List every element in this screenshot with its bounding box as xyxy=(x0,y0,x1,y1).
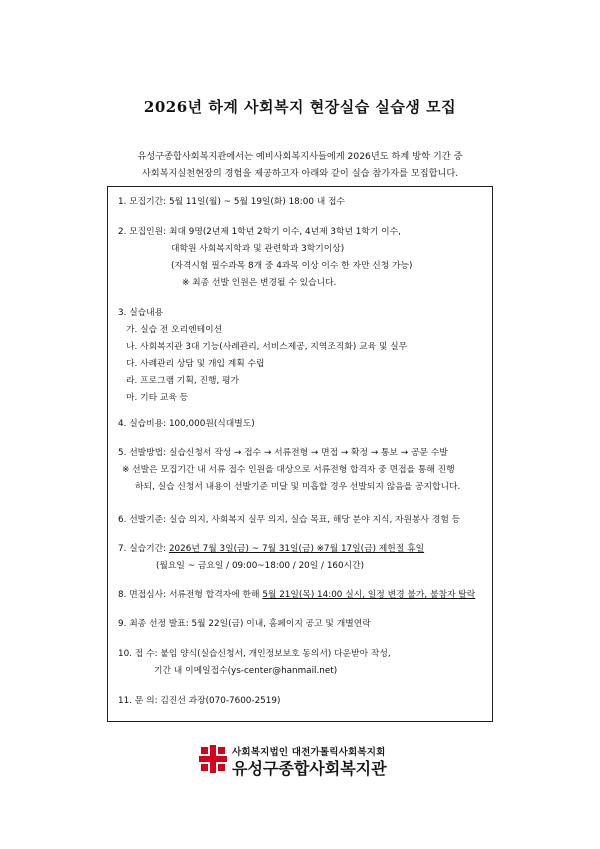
selection-method-note: ※ 선발은 모집기간 내 서류 접수 인원을 대상으로 서류전형 합격자 중 면접을 통해 진행 xyxy=(122,465,455,475)
practice-period-label: 7. 실습기간: xyxy=(118,544,169,554)
practice-content-item: 라. 프로그램 기획, 진행, 평가 xyxy=(126,376,240,386)
practice-content-item: 나. 사회복지관 3대 기능(사례관리, 서비스제공, 지역조직화) 교육 및 실무 xyxy=(126,342,408,352)
application-method: 10. 접 수: 붙임 양식(실습신청서, 개인정보보호 동의서) 다운받아 작성, xyxy=(118,649,391,659)
practice-period xyxy=(118,543,424,555)
practice-content-heading: 3. 실습내용 xyxy=(118,308,164,318)
intro-line: 사회복지실천현장의 경험을 제공하고자 아래와 같이 실습 참가자를 모집합니다. xyxy=(141,168,459,179)
selection-method-note: 하되, 실습 신청서 내용이 선발기준 미달 및 미흡할 경우 선발되지 않음을 공지합니다. xyxy=(135,482,461,492)
selection-criteria: 6. 선발기준: 실습 의지, 사회복지 실무 의지, 실습 목표, 해당 분야 지식, 자원봉사 경험 등 xyxy=(118,515,461,525)
application-email: 기간 내 이메일접수(ys-center@hanmail.net) xyxy=(154,666,338,676)
practice-content-item: 마. 기타 교육 등 xyxy=(126,393,189,403)
interview-label: 8. 면접심사: 서류전형 합격자에 한해 xyxy=(118,590,263,600)
organization-logo xyxy=(198,744,438,780)
practice-fee: 4. 실습비용: 100,000원(식대별도) xyxy=(118,419,255,429)
contact-info: 11. 문 의: 김진선 과장(070-7600-2519) xyxy=(118,696,281,706)
interview xyxy=(118,589,475,601)
practice-period-dates: 2026년 7월 3일(금) ~ 7월 31일(금) ※7월 17일(금) 제헌절 휴일 xyxy=(168,544,425,554)
catholic-welfare-emblem-icon xyxy=(198,744,228,774)
recruitment-quota-line: (자격시험 필수과목 8개 중 4과목 이상 이수 한 자만 신청 가능) xyxy=(171,261,413,271)
interview-schedule: 5월 21일(목) 14:00 실시, 일정 변경 불가, 불참자 탈락 xyxy=(262,590,476,600)
page-title: 2026년 하계 사회복지 현장실습 실습생 모집 xyxy=(143,98,457,116)
organization-name: 유성구종합사회복지관 xyxy=(232,759,387,778)
practice-period-schedule: (월요일 ~ 금요일 / 09:00~18:00 / 20일 / 160시간) xyxy=(156,561,365,571)
organization-parent-name: 사회복지법인 대전가톨릭사회복지회 xyxy=(232,747,386,758)
recruitment-period: 1. 모집기간: 5월 11일(월) ~ 5월 19일(화) 18:00 내 접수 xyxy=(118,197,346,207)
recruitment-quota-note: ※ 최종 선발 인원은 변경될 수 있습니다. xyxy=(182,278,337,288)
recruitment-quota-line: 대학원 사회복지학과 및 관련학과 3학기이상) xyxy=(171,244,345,254)
intro-paragraph xyxy=(0,148,600,182)
final-announcement: 9. 최종 선정 발표: 5월 22일(금) 이내, 홈페이지 공고 및 개별연락 xyxy=(118,619,371,629)
practice-content-item: 다. 사례관리 상담 및 개입 계획 수립 xyxy=(126,359,265,369)
recruitment-quota: 2. 모집인원: 최대 9명(2년제 1학년 2학기 이수, 4년제 3학년 1학기 이수, xyxy=(118,227,401,237)
intro-line: 유성구종합사회복지관에서는 예비사회복지사들에게 2026년도 하계 방학 기간 중 xyxy=(137,151,463,162)
practice-content-item: 가. 실습 전 오리엔테이션 xyxy=(126,325,223,335)
selection-method: 5. 선발방법: 실습신청서 작성 → 접수 → 서류전형 → 면접 → 확정 → 통보 → 공문 수발 xyxy=(118,448,448,458)
recruitment-details-box xyxy=(107,186,493,722)
